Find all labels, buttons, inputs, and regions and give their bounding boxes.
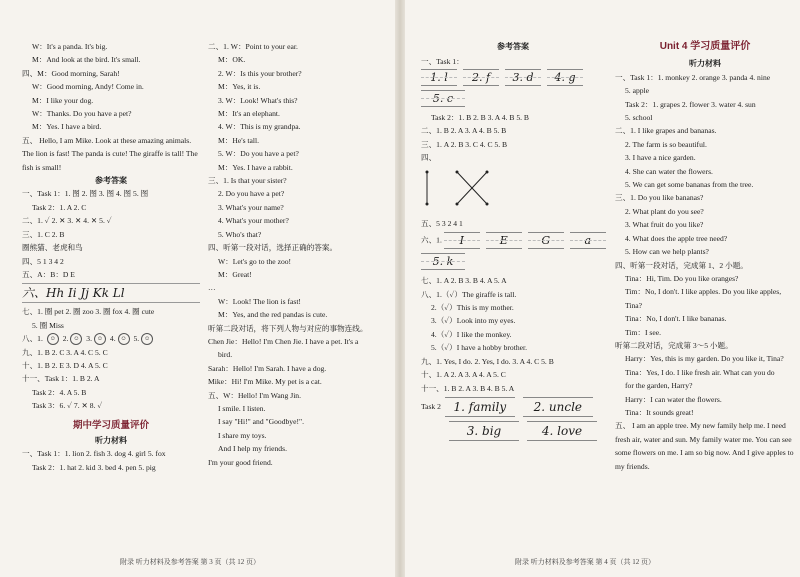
- text-line: 5. school: [625, 113, 653, 123]
- text-line: And I help my friends.: [218, 444, 287, 454]
- text-line: 3. I have a nice garden.: [625, 153, 696, 163]
- smiley-row: [22, 332, 200, 345]
- text-line: Task 2：1. grapes 2. flower 3. water 4. sun: [625, 99, 756, 109]
- text-line: 5. How can we help plants?: [625, 247, 709, 257]
- text-line: Task 3：6. ✓ 7. ✕ 8. ✓: [32, 401, 103, 411]
- text-line: M：Yes. I have a rabbit.: [218, 162, 293, 172]
- smiley-item-label: 2.: [62, 334, 69, 344]
- text-line: Tina：Hi, Tim. Do you like oranges?: [625, 273, 739, 283]
- task2-label: Task 2: [421, 401, 441, 411]
- smiley-icon: ☺: [141, 333, 153, 345]
- matching-lines: [421, 168, 501, 208]
- text-line: 七、1. 圈 pet 2. 圈 zoo 3. 圈 fox 4. 圈 cute: [22, 307, 155, 317]
- handwriting-word: 1. family: [445, 397, 515, 417]
- task2-row-2: [421, 421, 605, 441]
- answers-title: 参考答案: [95, 176, 127, 186]
- text-line: 一、Task 1：1. monkey 2. orange 3. panda 4. nine: [615, 72, 771, 82]
- handwriting-box: E: [486, 232, 522, 249]
- handwriting-box: a: [570, 232, 606, 249]
- smiley-item-label: 5.: [131, 334, 140, 344]
- smiley-icon: ☺: [70, 333, 82, 345]
- listening-title: 听力材料: [689, 59, 721, 69]
- answer-lines-a: [421, 111, 605, 151]
- text-line: 3. What's your name?: [218, 202, 284, 212]
- six-letter5-row: [421, 253, 605, 270]
- text-line: 4. W：This is my grandpa.: [218, 122, 301, 132]
- text-line: I smile. I listen.: [218, 403, 266, 413]
- text-line: 5. 圈 Miss: [32, 320, 64, 330]
- text-line: 十一、Task 1：1. B 2. A: [22, 374, 100, 384]
- page-footer-right: 附录 听力材料及参考答案 第 4 页（共 12 页）: [515, 558, 655, 566]
- text-line: 二、1. W：Point to your ear.: [208, 42, 298, 51]
- text-line: Task 2：1. B 2. B 3. A 4. B 5. B: [431, 112, 529, 122]
- text-line: W：Thanks. Do you have a pet?: [32, 109, 132, 119]
- smiley-item-label: 3.: [84, 334, 92, 344]
- smiley-icon: ☺: [118, 333, 130, 345]
- handwriting-word: 3. big: [449, 421, 519, 441]
- handwriting-box: 2. f: [463, 69, 499, 86]
- handwriting-box: 5. c: [421, 90, 465, 107]
- text-line: 2. Do you have a pet?: [218, 189, 285, 199]
- handwriting-word: 2. uncle: [523, 397, 593, 417]
- text-line: 听第二段对话，将下列人物与对应的事物连线。: [208, 323, 368, 333]
- answer-lines-c: [22, 305, 200, 332]
- text-line: Harry：I can water the flowers.: [625, 394, 722, 404]
- text-line: bird.: [218, 350, 233, 360]
- task1-letters: [421, 55, 605, 85]
- right-column-2: [615, 40, 795, 473]
- text-line: 九、1. Yes, I do. 2. Yes, I do. 3. A 4. C 5. B: [421, 356, 554, 366]
- text-line: 5. We can get some bananas from the tree.: [625, 180, 754, 190]
- text-line: …: [208, 283, 216, 293]
- text-line: 三、1. A 2. B 3. C 4. C 5. B: [421, 139, 508, 149]
- text-line: M：OK.: [218, 55, 246, 65]
- answers-title: 参考答案: [497, 42, 529, 51]
- passage-five: 五、 I am an apple tree. My new family help me. I need fresh air, water and sun. My family water me. You can see some flowers on me. I am so big now. And I give apples to my friends.: [615, 421, 794, 471]
- text-line: Tim：No, I don't. I like apples. Do you like apples,: [625, 287, 782, 297]
- handwriting-box: 5. k: [421, 253, 465, 270]
- text-line: Tina：No, I don't. I like bananas.: [625, 314, 727, 324]
- text-line: 三、1. C 2. B: [22, 229, 65, 239]
- text-line: M：Yes. I have a bird.: [32, 122, 102, 132]
- task2-row: [421, 397, 605, 417]
- text-line: W：Look! The lion is fast!: [218, 296, 301, 306]
- text-line: 三、1. Is that your sister?: [208, 176, 287, 186]
- handwriting-box: 3. d: [505, 69, 541, 86]
- text-line: 2.（✓）This is my mother.: [431, 303, 514, 313]
- six-label: 六、1.: [421, 235, 442, 245]
- text-line: M：I like your dog.: [32, 95, 94, 105]
- handwriting-six-text: 六、Hh Ii Jj Kk Ll: [22, 286, 125, 301]
- answer-lines-b: [421, 274, 605, 395]
- handwriting-box: 4. g: [547, 69, 583, 86]
- smiley-item-label: 4.: [108, 334, 116, 344]
- smiley-icon: ☺: [94, 333, 106, 345]
- text-line: 5. apple: [625, 86, 650, 96]
- text-line: Harry：Yes, this is my garden. Do you like it, Tina?: [625, 354, 784, 364]
- six-letters: [421, 232, 605, 249]
- task1-label: 一、Task 1：: [421, 57, 464, 67]
- book-gutter: [395, 0, 405, 577]
- midterm-title: 期中学习质量评价: [72, 419, 149, 431]
- text-line: 4. She can water the flowers.: [625, 166, 713, 176]
- text-line: 八、1.（✓）The giraffe is tall.: [421, 289, 517, 299]
- left-column-2: [208, 40, 388, 469]
- answer-lines-b: [22, 187, 200, 281]
- text-line: for the garden, Harry?: [625, 381, 693, 391]
- text-line: Task 2：1. hat 2. kid 3. bed 4. pen 5. pig: [32, 462, 156, 472]
- text-line: I'm your good friend.: [208, 457, 273, 467]
- text-line: 一、Task 1：1. lion 2. fish 3. dog 4. girl 5. fox: [22, 449, 166, 459]
- text-line: 七、1. A 2. B 3. B 4. A 5. A: [421, 276, 507, 286]
- text-line: Chen Jie：Hello! I'm Chen Jie. I have a pet. It's a: [208, 336, 359, 346]
- right-page: [405, 0, 800, 577]
- text-line: 四、听第一段对话，完成第 1、2 小题。: [615, 260, 748, 270]
- text-line: 3.（✓）Look into my eyes.: [431, 316, 516, 326]
- text-line: Tina：It sounds great!: [625, 407, 694, 417]
- text-line: 十、1. B 2. E 3. D 4. A 5. C: [22, 360, 108, 370]
- text-line: M：Yes, it is.: [218, 82, 261, 92]
- text-line: 4. What's your mother?: [218, 216, 289, 226]
- text-line: Tina：Yes, I do. I like fresh air. What can you do: [625, 367, 775, 377]
- text-line: 二、1. ✓ 2. ✕ 3. ✕ 4. ✕ 5. ✓: [22, 216, 112, 226]
- smiley-row-label: 八、1.: [22, 334, 43, 344]
- text-line: 3. W：Look! What's this?: [218, 95, 298, 105]
- text-line: 三、1. Do you like bananas?: [615, 193, 704, 203]
- page-footer-left: 附录 听力材料及参考答案 第 3 页（共 12 页）: [120, 558, 260, 566]
- text-line: 2. W：Is this your brother?: [218, 68, 302, 78]
- text-line: 听第二段对话，完成第 3～5 小题。: [615, 340, 733, 350]
- right-column-1: [421, 40, 605, 445]
- text-line: 四、5 1 3 4 2: [22, 256, 64, 266]
- dialogue-lines: [208, 40, 388, 469]
- text-line: 四、听第一段对话，选择正确的答案。: [208, 243, 338, 253]
- passage-five: 五、 Hello, I am Mike. Look at these amazing animals. The lion is fast! The panda is cute! The giraffe is tall! The fish is small!: [22, 135, 198, 172]
- text-line: Task 2：4. A 5. B: [32, 387, 87, 397]
- text-line: I say "Hi!" and "Goodbye!".: [218, 417, 304, 427]
- text-line: 2. What plant do you see?: [625, 206, 704, 216]
- text-line: Tina?: [625, 300, 643, 310]
- text-line: 二、1. I like grapes and bananas.: [615, 126, 717, 136]
- text-line: 5. Who's that?: [218, 229, 262, 239]
- text-line: 九、1. B 2. C 3. A 4. C 5. C: [22, 347, 108, 357]
- listening-title: 听力材料: [95, 435, 127, 445]
- text-line: W：Good morning, Andy! Come in.: [32, 82, 144, 92]
- text-line: 十、1. A 2. A 3. A 4. A 5. C: [421, 370, 506, 380]
- text-line: W：It's a panda. It's big.: [32, 42, 108, 51]
- text-line: 五、W：Hello! I'm Wang Jin.: [208, 390, 301, 400]
- text-line: 圈熊猫、老虎和鸟: [22, 243, 83, 253]
- text-line: 4. What does the apple tree need?: [625, 233, 728, 243]
- text-line: Task 2：1. A 2. C: [32, 202, 87, 212]
- unit-title: Unit 4 学习质量评价: [659, 41, 751, 52]
- handwriting-box: G: [528, 232, 564, 249]
- text-line: Tim：I see.: [625, 327, 662, 337]
- text-line: 4.（✓）I like the monkey.: [431, 329, 512, 339]
- text-line: 一、Task 1：1. 图 2. 图 3. 图 4. 图 5. 图: [22, 189, 149, 199]
- text-line: 5.（✓）I have a hobby brother.: [431, 343, 528, 353]
- line-four: 四、: [421, 153, 437, 163]
- text-line: M：It's an elephant.: [218, 109, 280, 119]
- handwriting-box: 1. l: [421, 69, 457, 86]
- text-line: 2. The farm is so beautiful.: [625, 139, 707, 149]
- text-line: I share my toys.: [218, 430, 267, 440]
- text-line: M：Great!: [218, 269, 252, 279]
- text-line: 5. W：Do you have a pet?: [218, 149, 299, 159]
- text-line: M：Yes, and the red pandas is cute.: [218, 310, 328, 320]
- text-line: Sarah：Hello! I'm Sarah. I have a dog.: [208, 363, 327, 373]
- text-line: W：Let's go to the zoo!: [218, 256, 292, 266]
- text-line: M：And look at the bird. It's small.: [32, 55, 141, 65]
- text-line: M：He's tall.: [218, 135, 260, 145]
- left-page: [0, 0, 395, 577]
- left-column-1: [22, 40, 200, 474]
- answer-lines-d: [22, 346, 200, 413]
- text-line: 3. What fruit do you like?: [625, 220, 704, 230]
- text-line: Mike：Hi! I'm Mike. My pet is a cat.: [208, 377, 322, 387]
- listening-lines: [615, 71, 795, 420]
- handwriting-word: 4. love: [527, 421, 597, 441]
- text-line: 二、1. B 2. A 3. A 4. B 5. B: [421, 126, 507, 136]
- task1-letter5-row: [421, 90, 605, 107]
- dialogue-lines-a: [22, 40, 200, 134]
- text-line: 十一、1. B 2. A 3. B 4. B 5. A: [421, 383, 515, 393]
- smiley-icon: ☺: [47, 333, 59, 345]
- handwriting-box: I: [444, 232, 480, 249]
- line-five: 五、5 3 2 4 1: [421, 218, 463, 228]
- answer-lines-e: [22, 447, 200, 474]
- text-line: 四、M：Good morning, Sarah!: [22, 68, 120, 78]
- handwriting-six: [22, 283, 200, 303]
- text-line: 五、A：B：D E: [22, 269, 75, 279]
